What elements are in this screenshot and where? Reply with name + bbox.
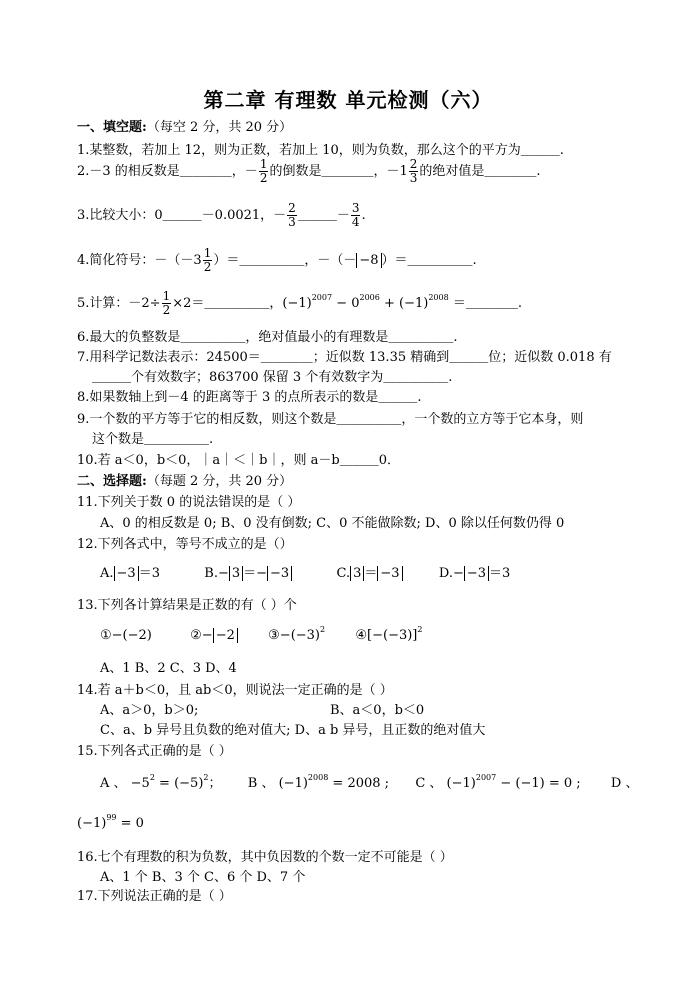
question-14-options-cd: C、a、b 异号且负数的绝对值大; D、a b 异号，且正数的绝对值大 — [100, 723, 486, 738]
question-13-options: A、1 B、2 C、3 D、4 — [100, 661, 237, 676]
question-7-cont: ＿＿＿个有效数字；863700 保留 3 个有效数字为＿＿＿＿＿. — [92, 370, 453, 385]
section-fill-in — [77, 119, 292, 137]
section-heading: 二、选择题: — [77, 474, 147, 489]
question-14-option-a: A、a＞0，b＞0; — [100, 703, 199, 718]
section-note: （每空 2 分，共 20 分） — [146, 120, 293, 135]
question-15: 15.下列各式正确的是（ ） — [77, 744, 232, 759]
question-13-items: ①−(−2) ②− −2 $③-(-3)^2$ $④[-(-3)]^2$ — [100, 625, 423, 643]
question-13: 13.下列各计算结果是正数的有（ ）个 — [77, 598, 297, 613]
question-4: 4.简化符号：－（－3 $\frac{1}{2}$ ）＝＿＿＿＿＿，－（－ −8 ）＝＿＿＿＿＿. — [77, 246, 477, 274]
question-9: 9.一个数的平方等于它的相反数，则这个数是＿＿＿＿＿，一个数的立方等于它本身，则 — [77, 412, 584, 427]
question-14: 14.若 a＋b＜0，且 ab＜0，则说法一定正确的是（ ） — [77, 683, 393, 698]
fraction: $\frac{3}{4}$ — [351, 201, 360, 229]
question-12: 12.下列各式中，等号不成立的是（） — [77, 537, 293, 552]
question-2: 2.－3 的相反数是＿＿＿＿，－ $\frac{1}{2}$ 的倒数是＿＿＿＿，－1 $\frac{2}{3}$ 的绝对值是＿＿＿＿. — [77, 157, 541, 185]
question-9-cont: 这个数是＿＿＿＿＿. — [92, 432, 214, 447]
question-11-options: A、0 的相反数是 0; B、0 没有倒数; C、0 不能做除数; D、0 除以任何数仍得 0 — [100, 516, 565, 531]
fraction: $\frac{1}{2}$ — [162, 289, 171, 317]
question-16-options: A、1 个 B、3 个 C、6 个 D、7 个 — [100, 870, 306, 885]
question-3: 3.比较大小：0＿＿＿－0.0021，－ $\frac{2}{3}$ ＿＿＿－ $\frac{3}{4}$ . — [77, 201, 366, 229]
question-12-options: A. −3 ＝3 B.− 3 ＝− −3 C. 3 ＝ −3 D.− −3 ＝3 — [100, 566, 511, 581]
fraction: $\frac{1}{2}$ — [203, 246, 212, 274]
question-6: 6.最大的负整数是＿＿＿＿＿，绝对值最小的有理数是＿＿＿＿＿. — [77, 330, 458, 345]
question-8: 8.如果数轴上到－4 的距离等于 3 的点所表示的数是＿＿＿. — [77, 390, 422, 405]
section-choice — [77, 473, 292, 491]
fraction: $\frac{2}{3}$ — [288, 201, 296, 229]
section-heading: 一、填空题: — [77, 120, 147, 135]
question-17: 17.下列说法正确的是（ ） — [77, 889, 232, 904]
fraction: $\frac{2}{3}$ — [409, 157, 418, 185]
section-note: （每题 2 分，共 20 分） — [146, 474, 293, 489]
fraction: $\frac{1}{2}$ — [259, 157, 268, 185]
question-15-options: A 、 $-5^2 = (-5)^2$； B 、 $(-1)^{2008} = 2008$ ; C 、 $(-1)^{2007} - (-1) = 0$ ; D 、 — [100, 773, 639, 791]
page-title: 第二章 有理数 单元检测（六） — [203, 88, 493, 112]
question-11: 11.下列关于数 0 的说法错误的是（ ） — [77, 495, 301, 510]
question-7: 7.用科学记数法表示：24500＝＿＿＿＿；近似数 13.35 精确到＿＿＿位；近似数 0.018 有 — [77, 350, 612, 365]
question-5: 5.计算：－2÷ $\frac{1}{2}$ ×2＝＿＿＿＿＿，$(-1)^{2007} - 0^{2006} + (-1)^{2008}$ ＝＿＿＿＿. — [77, 289, 522, 317]
question-10: 10.若 a＜0，b＜0，｜a｜＜｜b｜，则 a－b＿＿＿0． — [77, 453, 400, 468]
absolute-value: −8 — [356, 253, 381, 268]
question-14-option-b: B、a＜0，b＜0 — [330, 703, 425, 718]
question-1: 1.某整数，若加上 12，则为正数，若加上 10，则为负数，那么这个的平方为＿＿＿. — [77, 143, 564, 158]
question-15-option-d: $(-1)^{99} = 0$ — [77, 813, 144, 831]
question-16: 16.七个有理数的积为负数，其中负因数的个数一定不可能是（ ） — [77, 850, 453, 865]
